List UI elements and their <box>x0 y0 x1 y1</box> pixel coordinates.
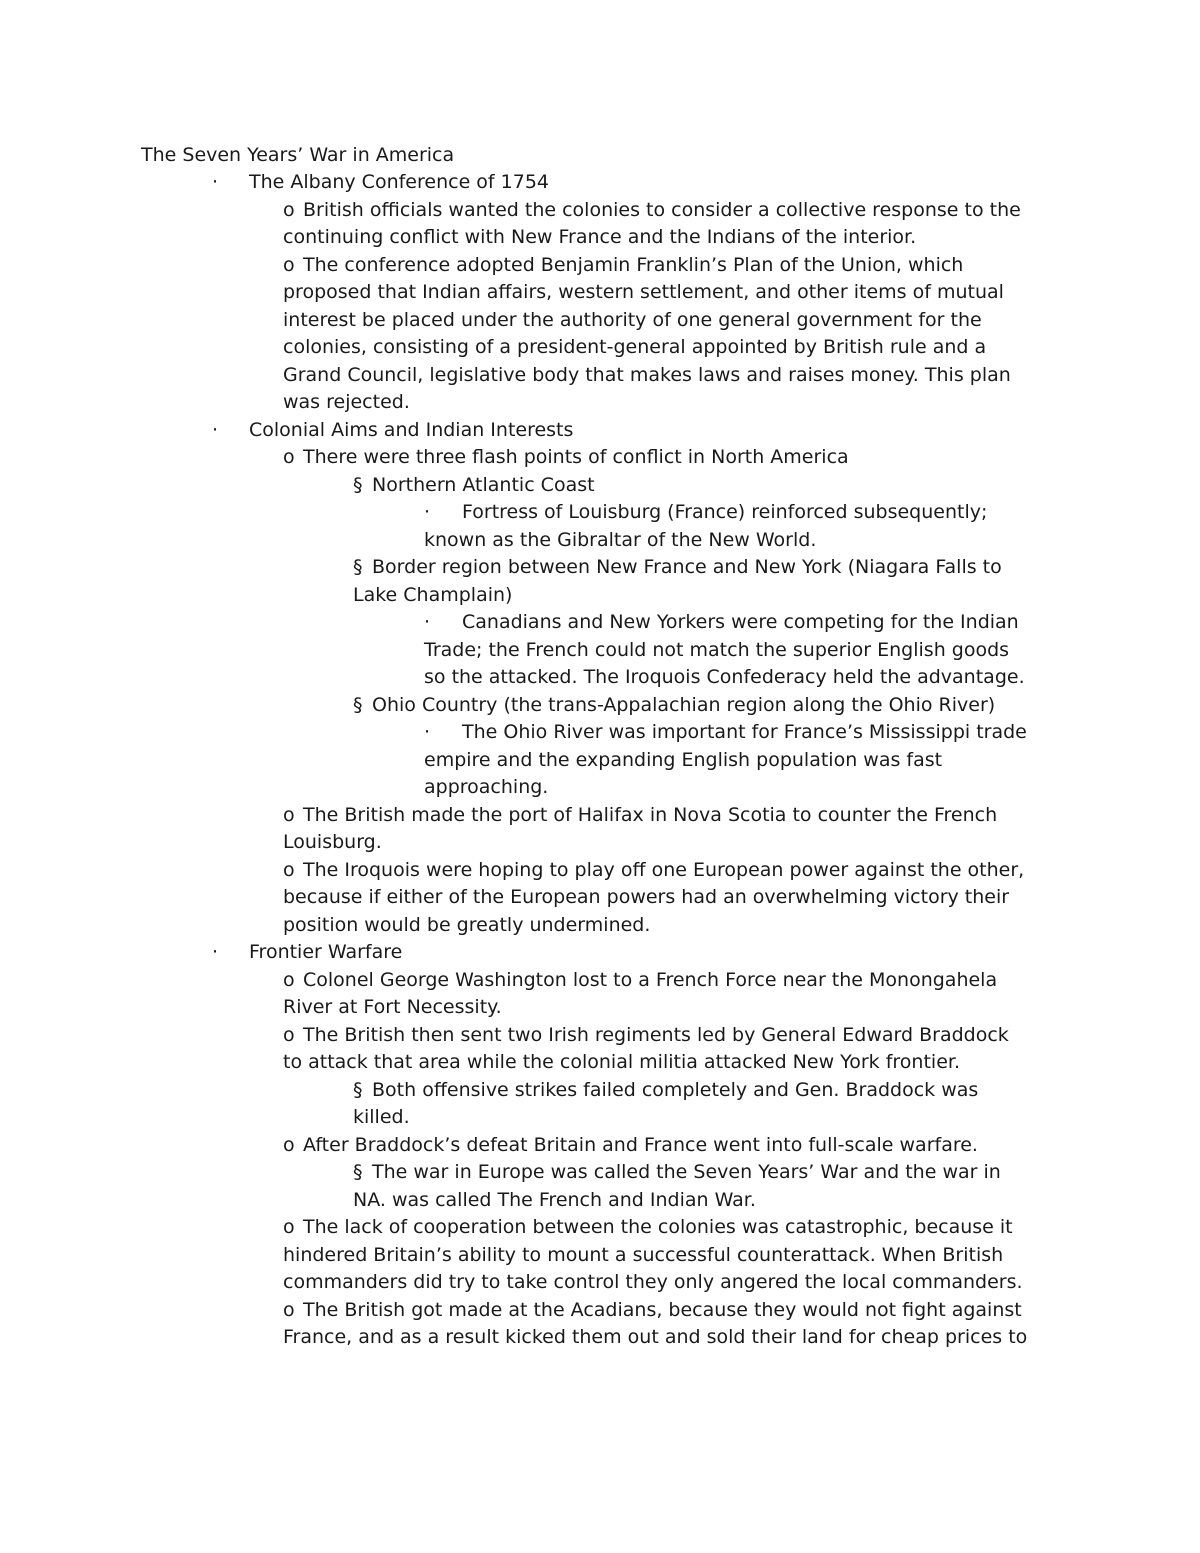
section-marker: § <box>353 693 363 716</box>
outline-point-continued: Grand Council, legislative body that makes laws and raises money. This plan <box>283 363 1011 386</box>
outline-point: The Iroquois were hoping to play off one European power against the other, <box>303 858 1025 881</box>
circle-marker: o <box>283 803 295 826</box>
bullet-marker: · <box>424 501 431 523</box>
outline-point: There were three flash points of conflict in North America <box>303 446 849 468</box>
outline-detail-continued: empire and the expanding English population was fast <box>424 748 943 771</box>
outline-subpoint: Both offensive strikes failed completely and Gen. Braddock was <box>372 1078 979 1101</box>
outline-point-continued: River at Fort Necessity. <box>283 996 502 1018</box>
outline-detail-continued: so the attacked. The Iroquois Confederacy held the advantage. <box>424 666 1025 688</box>
outline-detail: Canadians and New Yorkers were competing for the Indian <box>462 611 1019 633</box>
outline-point: The lack of cooperation between the colonies was catastrophic, because it <box>303 1216 1013 1238</box>
outline-point-continued: to attack that area while the colonial militia attacked New York frontier. <box>283 1051 960 1073</box>
outline-subpoint: Border region between New France and New York (Niagara Falls to <box>372 556 1002 578</box>
circle-marker: o <box>283 253 295 276</box>
outline-point-continued: because if either of the European powers had an overwhelming victory their <box>283 886 1010 908</box>
outline-point-continued: commanders did try to take control they only angered the local commanders. <box>283 1271 1023 1293</box>
outline-point-continued: proposed that Indian affairs, western settlement, and other items of mutual <box>283 281 1004 303</box>
document-title: The Seven Years’ War in America <box>141 144 455 166</box>
outline-point-continued: was rejected. <box>283 391 410 413</box>
outline-subpoint: Ohio Country (the trans-Appalachian region along the Ohio River) <box>372 693 996 716</box>
section-heading: Colonial Aims and Indian Interests <box>249 418 574 441</box>
bullet-marker: · <box>212 171 219 193</box>
circle-marker: o <box>283 968 295 991</box>
section-marker: § <box>353 1078 363 1101</box>
circle-marker: o <box>283 1133 295 1156</box>
outline-point-continued: position would be greatly undermined. <box>283 913 651 936</box>
outline-point-continued: interest be placed under the authority of one general government for the <box>283 308 982 331</box>
section-heading: The Albany Conference of 1754 <box>249 171 550 193</box>
section-heading: Frontier Warfare <box>249 941 403 963</box>
outline-point: The British got made at the Acadians, because they would not fight against <box>303 1298 1022 1321</box>
outline-point-continued: continuing conflict with New France and the Indians of the interior. <box>283 226 917 248</box>
outline-point: Colonel George Washington lost to a French Force near the Monongahela <box>303 968 998 991</box>
circle-marker: o <box>283 446 295 468</box>
section-marker: § <box>353 556 363 578</box>
circle-marker: o <box>283 198 295 221</box>
outline-subpoint: The war in Europe was called the Seven Years’ War and the war in <box>372 1161 1001 1183</box>
outline-subpoint-continued: NA. was called The French and Indian War. <box>353 1188 756 1211</box>
section-marker: § <box>353 473 363 496</box>
circle-marker: o <box>283 1023 295 1046</box>
outline-point-continued: hindered Britain’s ability to mount a successful counterattack. When British <box>283 1243 1004 1266</box>
outline-detail: The Ohio River was important for France’s Mississippi trade <box>462 721 1027 743</box>
outline-point-continued: Louisburg. <box>283 831 382 853</box>
circle-marker: o <box>283 858 295 881</box>
section-marker: § <box>353 1161 363 1183</box>
outline-point-continued: colonies, consisting of a president-general appointed by British rule and a <box>283 336 987 358</box>
outline-point-continued: France, and as a result kicked them out and sold their land for cheap prices to <box>283 1326 1028 1348</box>
circle-marker: o <box>283 1298 295 1321</box>
outline-subpoint-continued: Lake Champlain) <box>353 583 513 606</box>
outline-point: After Braddock’s defeat Britain and France went into full-scale warfare. <box>303 1133 978 1156</box>
bullet-marker: · <box>212 418 219 441</box>
outline-point: The British made the port of Halifax in Nova Scotia to counter the French <box>303 803 998 826</box>
outline-detail-continued: Trade; the French could not match the superior English goods <box>424 638 1010 661</box>
outline-subpoint: Northern Atlantic Coast <box>372 473 595 496</box>
outline-point: The British then sent two Irish regiments led by General Edward Braddock <box>303 1023 1009 1046</box>
outline-point: British officials wanted the colonies to consider a collective response to the <box>303 198 1021 221</box>
bullet-marker: · <box>212 941 219 963</box>
bullet-marker: · <box>424 721 431 743</box>
circle-marker: o <box>283 1216 295 1238</box>
outline-detail-continued: known as the Gibraltar of the New World. <box>424 528 817 551</box>
outline-subpoint-continued: killed. <box>353 1106 410 1128</box>
outline-detail: Fortress of Louisburg (France) reinforced subsequently; <box>462 501 988 523</box>
outline-point: The conference adopted Benjamin Franklin’s Plan of the Union, which <box>303 253 964 276</box>
outline-detail-continued: approaching. <box>424 776 549 798</box>
bullet-marker: · <box>424 611 431 633</box>
